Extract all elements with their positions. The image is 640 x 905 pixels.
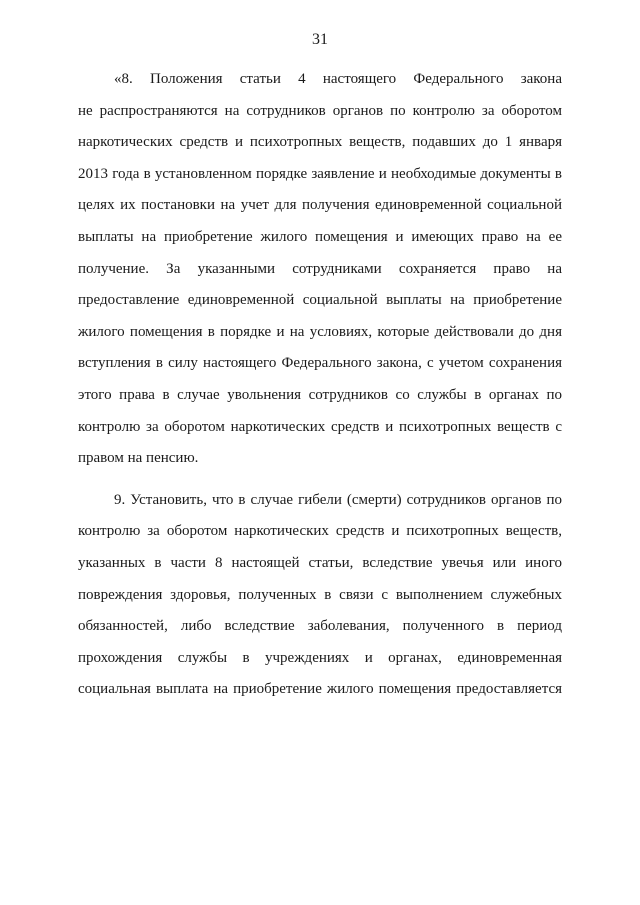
paragraph-9: [78, 485, 562, 706]
text-line: контролю за оборотом наркотических средств и психотропных веществ,: [78, 523, 562, 540]
text-line: контролю за оборотом наркотических средств и психотропных веществ с: [78, 418, 562, 435]
text-line: 2013 года в установленном порядке заявление и необходимые документы в: [78, 165, 562, 182]
text-line: предоставление единовременной социальной выплаты на приобретение: [78, 292, 562, 309]
text-line: вступления в силу настоящего Федерального закона, с учетом сохранения: [78, 355, 562, 372]
text-line: повреждения здоровья, полученных в связи с выполнением служебных: [78, 586, 562, 603]
paragraph-8: [78, 64, 562, 475]
text-line: указанных в части 8 настоящей статьи, вследствие увечья или иного: [78, 554, 562, 571]
text-line: правом на пенсию.: [78, 450, 199, 467]
text-line: жилого помещения в порядке и на условиях, которые действовали до дня: [78, 323, 562, 340]
document-body: [78, 64, 562, 706]
text-line: «8. Положения статьи 4 настоящего Федерального закона: [114, 71, 562, 87]
text-line: 9. Установить, что в случае гибели (смерти) сотрудников органов по: [114, 491, 562, 508]
text-line: обязанностей, либо вследствие заболевания, полученного в период: [78, 618, 562, 635]
paragraph-spacer: [78, 475, 562, 485]
page-number: 31: [312, 31, 328, 48]
text-line: целях их постановки на учет для получения единовременной социальной: [78, 197, 562, 214]
text-line: прохождения службы в учреждениях и органах, единовременная: [78, 649, 562, 666]
text-line: этого права в случае увольнения сотрудников со службы в органах по: [78, 386, 562, 403]
text-line: наркотических средств и психотропных веществ, подавших до 1 января: [78, 134, 562, 151]
text-line: получение. За указанными сотрудниками сохраняется право на: [78, 260, 562, 277]
text-line: социальная выплата на приобретение жилого помещения предоставляется: [78, 681, 562, 698]
text-line: выплаты на приобретение жилого помещения и имеющих право на ее: [78, 228, 562, 245]
text-line: не распространяются на сотрудников органов по контролю за оборотом: [78, 102, 562, 119]
